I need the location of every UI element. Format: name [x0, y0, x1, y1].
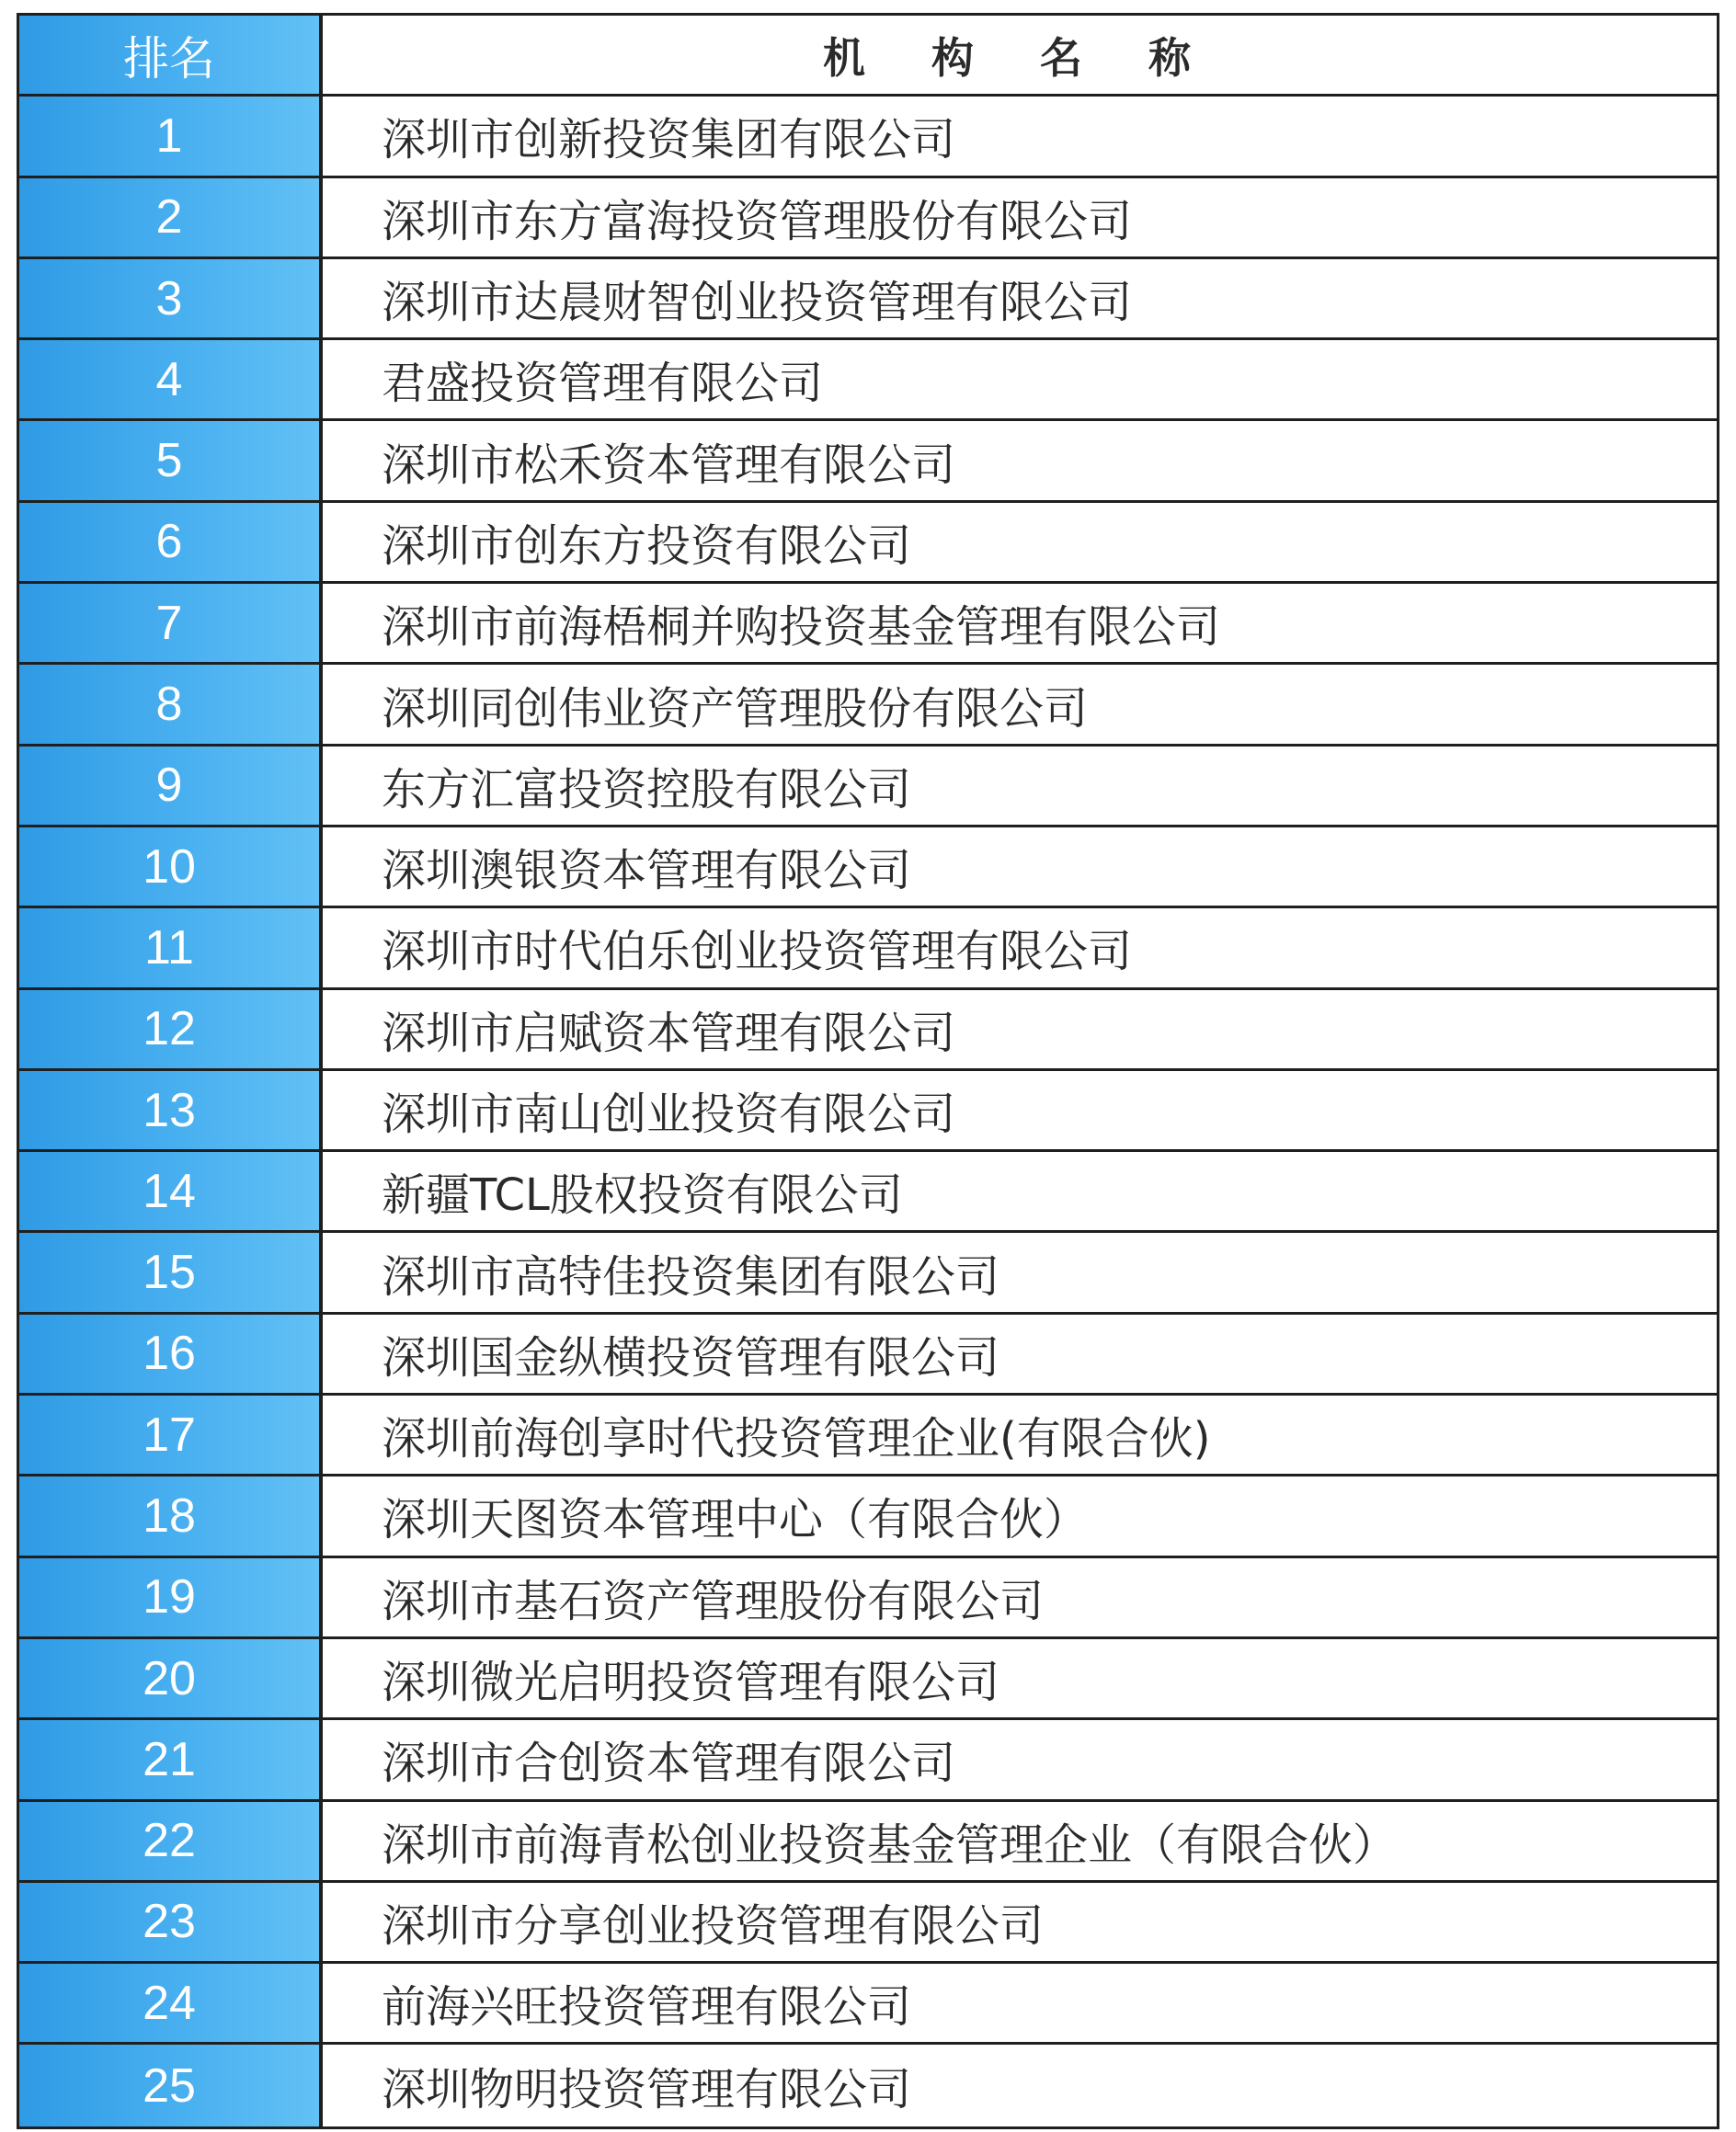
rank-cell: 19 — [19, 1558, 323, 1636]
table-row — [19, 1233, 1717, 1314]
rank-cell: 22 — [19, 1802, 323, 1880]
table-row — [19, 1071, 1717, 1152]
table-row — [19, 97, 1717, 177]
rank-cell: 18 — [19, 1476, 323, 1555]
institution-name-cell: 深圳前海创享时代投资管理企业(有限合伙) — [382, 1413, 1211, 1465]
rank-cell: 16 — [19, 1315, 323, 1393]
institution-name-cell: 深圳国金纵横投资管理有限公司 — [382, 1331, 1000, 1384]
institution-name-cell: 深圳天图资本管理中心（有限合伙） — [382, 1494, 1089, 1546]
rank-cell: 25 — [19, 2045, 323, 2126]
rank-cell: 24 — [19, 1964, 323, 2042]
rank-cell: 8 — [19, 665, 323, 743]
institution-name-cell: 深圳微光启明投资管理有限公司 — [382, 1657, 1000, 1709]
rank-cell: 11 — [19, 908, 323, 986]
table-row — [19, 1315, 1717, 1396]
institution-name-cell: 深圳市松禾资本管理有限公司 — [382, 439, 956, 491]
rank-cell: 13 — [19, 1071, 323, 1149]
table-row — [19, 1639, 1717, 1720]
institution-name-cell: 深圳市前海青松创业投资基金管理企业（有限合伙） — [382, 1818, 1398, 1871]
rank-header: 排名 — [19, 16, 323, 94]
table-row — [19, 665, 1717, 746]
rank-cell: 4 — [19, 340, 323, 418]
institution-name-cell: 深圳市东方富海投资管理股份有限公司 — [382, 195, 1133, 247]
institution-name-cell: 深圳市南山创业投资有限公司 — [382, 1089, 956, 1140]
table-row — [19, 1720, 1717, 1801]
table-row — [19, 908, 1717, 989]
institution-name-cell: 深圳市创新投资集团有限公司 — [382, 114, 956, 166]
table-row — [19, 1152, 1717, 1233]
rank-cell: 20 — [19, 1639, 323, 1717]
table-header-row — [19, 16, 1717, 97]
table-row — [19, 503, 1717, 584]
rank-cell: 15 — [19, 1233, 323, 1311]
table-row — [19, 990, 1717, 1071]
table-row — [19, 1964, 1717, 2045]
institution-name-cell: 东方汇富投资控股有限公司 — [382, 763, 912, 815]
institution-name-cell: 新疆TCL股权投资有限公司 — [382, 1169, 903, 1222]
table-row — [19, 178, 1717, 259]
institution-name-header: 机 构 名 称 — [822, 32, 1217, 83]
table-row — [19, 1883, 1717, 1964]
institution-name-cell: 深圳澳银资本管理有限公司 — [382, 845, 912, 897]
table-row — [19, 1396, 1717, 1476]
table-row — [19, 1558, 1717, 1639]
rank-cell: 23 — [19, 1883, 323, 1961]
institution-name-cell: 深圳市合创资本管理有限公司 — [382, 1738, 956, 1790]
rank-cell: 6 — [19, 503, 323, 581]
institution-name-cell: 君盛投资管理有限公司 — [382, 358, 824, 410]
rank-cell: 1 — [19, 97, 323, 175]
table-row — [19, 584, 1717, 665]
rank-cell: 5 — [19, 421, 323, 499]
table-row — [19, 827, 1717, 908]
institution-name-cell: 深圳物明投资管理有限公司 — [382, 2064, 912, 2116]
institution-name-cell: 深圳市前海梧桐并购投资基金管理有限公司 — [382, 601, 1221, 654]
institution-name-cell: 深圳市分享创业投资管理有限公司 — [382, 1899, 1045, 1952]
institution-name-cell: 深圳市基石资产管理股份有限公司 — [382, 1575, 1045, 1627]
institution-name-cell: 深圳市高特佳投资集团有限公司 — [382, 1250, 1000, 1303]
rank-cell: 3 — [19, 259, 323, 337]
rank-cell: 2 — [19, 178, 323, 257]
institution-name-cell: 深圳市时代伯乐创业投资管理有限公司 — [382, 926, 1133, 978]
table-row — [19, 747, 1717, 827]
table-row — [19, 340, 1717, 421]
table-row — [19, 421, 1717, 502]
rank-cell: 17 — [19, 1396, 323, 1474]
rank-cell: 9 — [19, 747, 323, 825]
institution-name-cell: 深圳市达晨财智创业投资管理有限公司 — [382, 277, 1133, 329]
rank-cell: 12 — [19, 990, 323, 1068]
table-row — [19, 259, 1717, 340]
institution-name-cell: 前海兴旺投资管理有限公司 — [382, 1981, 912, 2034]
rank-cell: 10 — [19, 827, 323, 906]
table-body — [19, 97, 1717, 2126]
rank-cell: 14 — [19, 1152, 323, 1230]
rank-cell: 7 — [19, 584, 323, 662]
rank-cell: 21 — [19, 1720, 323, 1798]
table-row — [19, 1802, 1717, 1883]
institution-name-cell: 深圳市创东方投资有限公司 — [382, 519, 912, 572]
table-row — [19, 2045, 1717, 2126]
institution-name-cell: 深圳同创伟业资产管理股份有限公司 — [382, 682, 1089, 735]
table-row — [19, 1476, 1717, 1557]
institution-name-cell: 深圳市启赋资本管理有限公司 — [382, 1007, 956, 1059]
ranking-table — [17, 13, 1719, 2129]
